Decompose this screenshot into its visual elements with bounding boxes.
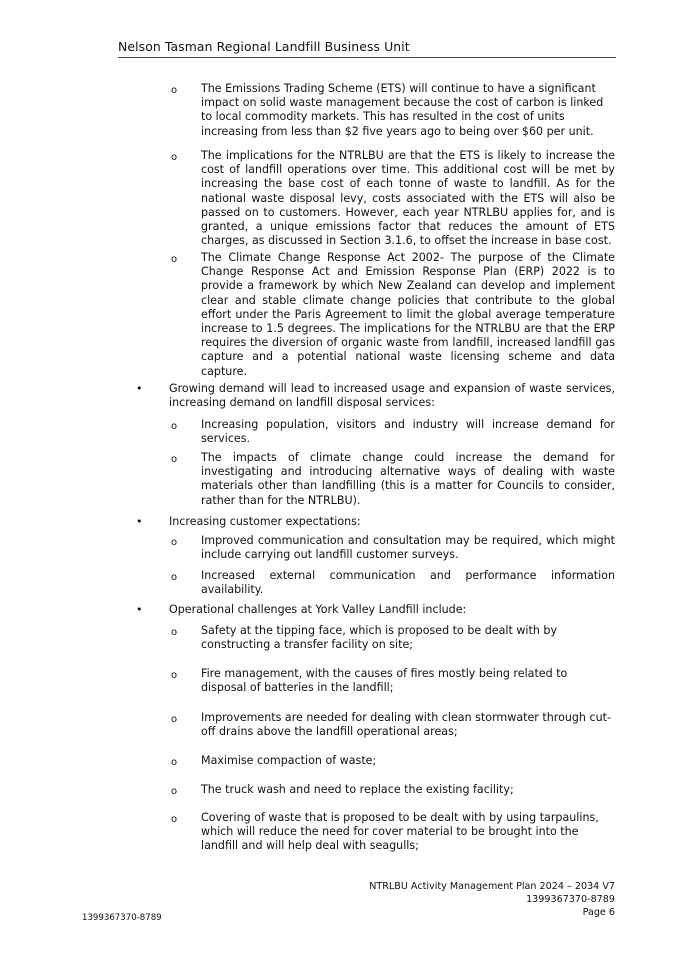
footer-plan-title: NTRLBU Activity Management Plan 2024 – 2034 V7 (369, 881, 615, 892)
paragraph-fire-management: Fire management, with the causes of fires mostly being related to disposal of batteries in the landfill; (201, 667, 568, 695)
sub-bullet-marker: o (171, 627, 178, 638)
sub-bullet-marker: o (171, 152, 178, 163)
sub-bullet-marker: o (171, 537, 178, 548)
paragraph-population: Increasing population, visitors and industry will increase demand for services. (201, 418, 615, 446)
bullet-marker: • (136, 515, 143, 528)
document-id: 1399367370-8789 (82, 913, 162, 923)
paragraph-covering-waste: Covering of waste that is proposed to be dealt with by using tarpaulins, which will reduce the need for cover material to be brought into the landfill and will help deal with seagulls; (201, 811, 599, 853)
sub-bullet-marker: o (171, 421, 178, 432)
paragraph-ets-impact: The Emissions Trading Scheme (ETS) will continue to have a significant impact on solid waste management because the cost of carbon is linked to local commodity markets. This has resulted in the cost of units increasing from less than $2 five years ago to being over $60 per unit. (201, 82, 604, 138)
sub-bullet-marker: o (171, 254, 178, 265)
bullet-marker: • (136, 603, 143, 616)
paragraph-communication: Improved communication and consultation may be required, which might include carrying out landfill customer surveys. (201, 534, 615, 562)
sub-bullet-marker: o (171, 814, 178, 825)
bullet-marker: • (136, 382, 143, 395)
page-footer (369, 880, 615, 919)
paragraph-climate-impacts: The impacts of climate change could increase the demand for investigating and introducing alternative ways of dealing with waste materials other than landfilling (this is a matter for Councils to consider, rather than for the NTRLBU). (201, 451, 615, 507)
paragraph-stormwater: Improvements are needed for dealing with clean stormwater through cut-off drains above the landfill operational areas; (201, 711, 611, 739)
paragraph-growing-demand: Growing demand will lead to increased usage and expansion of waste services, increasing demand on landfill disposal services: (169, 382, 615, 410)
paragraph-climate-change-act: The Climate Change Response Act 2002- The purpose of the Climate Change Response Act and Emission Response Plan (ERP) 2022 is to provide a framework by which New Zealand can develop and implement clear and stable climate change policies that contribute to the global effort under the Paris Agreement to limit the global average temperature increase to 1.5 degrees. The implications for the NTRLBU are that the ERP requires the diversion of organic waste from landfill, increased landfill gas capture and a potential national waste licensing scheme and data capture. (201, 251, 615, 378)
page-header: Nelson Tasman Regional Landfill Business Unit (118, 39, 616, 58)
paragraph-operational-challenges: Operational challenges at York Valley Landfill include: (169, 603, 467, 616)
paragraph-compaction: Maximise compaction of waste; (201, 754, 377, 767)
page-number: Page 6 (582, 907, 615, 918)
sub-bullet-marker: o (171, 670, 178, 681)
sub-bullet-marker: o (171, 757, 178, 768)
footer-document-number: 1399367370-8789 (526, 894, 615, 905)
paragraph-ets-implications: The implications for the NTRLBU are that the ETS is likely to increase the cost of landfill operations over time. This additional cost will be met by increasing the base cost of each tonne of waste to landfill. As for the national waste disposal levy, costs associated with the ETS will also be passed on to customers. However, each year NTRLBU applies for, and is granted, a unique emissions factor that reduces the amount of ETS charges, as discussed in Section 3.1.6, to offset the increase in base cost. (201, 149, 615, 248)
sub-bullet-marker: o (171, 714, 178, 725)
sub-bullet-marker: o (171, 85, 178, 96)
paragraph-tipping-face: Safety at the tipping face, which is proposed to be dealt with by constructing a transfer facility on site; (201, 624, 558, 652)
sub-bullet-marker: o (171, 454, 178, 465)
paragraph-truck-wash: The truck wash and need to replace the existing facility; (201, 783, 514, 796)
paragraph-external-communication: Increased external communication and performance information availability. (201, 569, 615, 597)
sub-bullet-marker: o (171, 572, 178, 583)
sub-bullet-marker: o (171, 786, 178, 797)
paragraph-customer-expectations: Increasing customer expectations: (169, 515, 361, 528)
